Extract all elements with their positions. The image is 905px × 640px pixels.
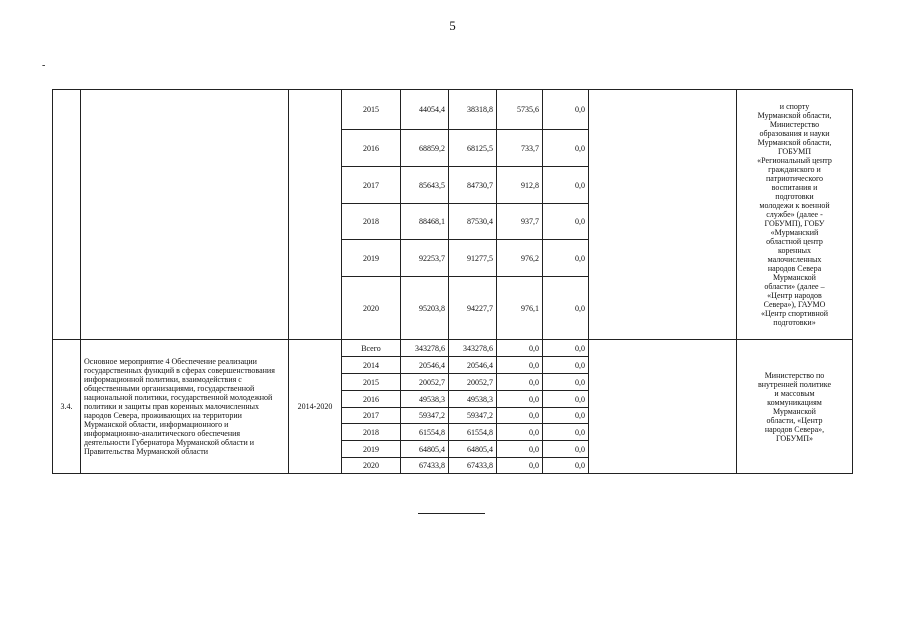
cell-budget-federal: 0,0	[497, 424, 543, 441]
executor-line: областной центр	[766, 237, 823, 246]
cell-item-number: 3.4.	[53, 340, 81, 474]
cell-budget-federal: 0,0	[497, 458, 543, 474]
executor-line: и спорту	[779, 102, 810, 111]
cell-budget-regional: 68125,5	[449, 130, 497, 167]
cell-budget-other: 0,0	[543, 391, 589, 408]
cell-total: 44054,4	[401, 90, 449, 130]
cell-budget-federal: 0,0	[497, 408, 543, 424]
cell-total: 20546,4	[401, 357, 449, 374]
executor-line: Севера»), ГАУМО	[763, 300, 826, 309]
executor-line: Мурманской	[773, 273, 816, 282]
cell-total: 343278,6	[401, 340, 449, 357]
cell-budget-other: 0,0	[543, 167, 589, 204]
cell-budget-other: 0,0	[543, 441, 589, 458]
cell-number-empty	[53, 90, 81, 340]
cell-budget-other: 0,0	[543, 240, 589, 277]
cell-year: 2019	[342, 441, 401, 458]
cell-budget-federal: 976,2	[497, 240, 543, 277]
executor-line: подготовки	[775, 192, 814, 201]
cell-total: 92253,7	[401, 240, 449, 277]
cell-budget-federal: 733,7	[497, 130, 543, 167]
cell-period-empty	[289, 90, 342, 340]
cell-budget-regional: 38318,8	[449, 90, 497, 130]
cell-total: 67433,8	[401, 458, 449, 474]
executor-line: подготовки»	[773, 318, 816, 327]
table-row	[53, 90, 853, 130]
executor-line: Мурманской области,	[757, 111, 832, 120]
executor-line: коммуникациям	[767, 397, 822, 407]
page-number: 5	[449, 18, 456, 33]
cell-budget-regional: 49538,3	[449, 391, 497, 408]
cell-year: 2017	[342, 408, 401, 424]
executor-line: Мурманской области,	[757, 138, 832, 147]
executor-line: службе» (далее -	[766, 210, 823, 219]
cell-budget-regional: 87530,4	[449, 204, 497, 240]
executor-line: Министерство по	[764, 370, 825, 380]
cell-executors	[737, 90, 853, 340]
cell-budget-regional: 91277,5	[449, 240, 497, 277]
cell-year: 2014	[342, 357, 401, 374]
executor-line: области» (далее –	[764, 282, 825, 291]
cell-budget-regional: 64805,4	[449, 441, 497, 458]
cell-budget-federal: 937,7	[497, 204, 543, 240]
cell-year: 2018	[342, 204, 401, 240]
executor-line: ГОБУМП	[777, 147, 812, 156]
cell-total: 85643,5	[401, 167, 449, 204]
cell-year: 2015	[342, 374, 401, 391]
executor-line: образования и науки	[759, 129, 830, 138]
executor-line: ГОБУМП»	[775, 433, 814, 443]
cell-year: 2019	[342, 240, 401, 277]
cell-budget-other: 0,0	[543, 374, 589, 391]
cell-total: 64805,4	[401, 441, 449, 458]
executor-line: «Мурманский	[770, 228, 819, 237]
cell-indicator-empty	[589, 90, 737, 340]
cell-year: 2016	[342, 391, 401, 408]
cell-budget-regional: 20052,7	[449, 374, 497, 391]
executor-line: малочисленных	[767, 255, 822, 264]
program-table	[52, 89, 853, 474]
executor-line: Мурманской	[773, 406, 816, 416]
cell-year: 2018	[342, 424, 401, 441]
cell-budget-regional: 20546,4	[449, 357, 497, 374]
cell-budget-regional: 59347,2	[449, 408, 497, 424]
cell-total: 59347,2	[401, 408, 449, 424]
executor-line: народов Севера	[767, 264, 822, 273]
cell-budget-other: 0,0	[543, 277, 589, 340]
executor-line: Министерство	[769, 120, 820, 129]
cell-year: 2015	[342, 90, 401, 130]
cell-total: 88468,1	[401, 204, 449, 240]
cell-budget-regional: 343278,6	[449, 340, 497, 357]
executor-line: «Центр спортивной	[760, 309, 829, 318]
cell-total: 68859,2	[401, 130, 449, 167]
cell-budget-regional: 94227,7	[449, 277, 497, 340]
executor-line: народов Севера»,	[764, 424, 825, 434]
cell-budget-regional: 61554,8	[449, 424, 497, 441]
cell-budget-other: 0,0	[543, 424, 589, 441]
cell-total: 61554,8	[401, 424, 449, 441]
cell-year: 2020	[342, 458, 401, 474]
cell-budget-federal: 5735,6	[497, 90, 543, 130]
cell-total: 49538,3	[401, 391, 449, 408]
executor-line: внутренней политике	[757, 379, 832, 389]
cell-item-description: Основное мероприятие 4 Обеспечение реализации государственных функций в сферах совершенствования информационной политики, взаимодействия с общественными организациями, государственной национальной политики, государственной молодежной политики и защиты прав коренных малочисленных народов Севера, проживающих на территории Мурманской области, информационного и информационно-аналитического обеспечения деятельности Губернатора Мурманской области и Правительства Мурманской области	[81, 340, 289, 474]
executor-line: «Центр народов	[767, 291, 822, 300]
executor-line: коренных	[778, 246, 811, 255]
cell-budget-federal: 0,0	[497, 374, 543, 391]
cell-year: 2016	[342, 130, 401, 167]
cell-budget-other: 0,0	[543, 340, 589, 357]
stray-mark: -	[42, 60, 46, 71]
cell-budget-other: 0,0	[543, 130, 589, 167]
executor-line: и массовым	[774, 388, 815, 398]
cell-budget-other: 0,0	[543, 357, 589, 374]
executor-line: молодежи к военной	[759, 201, 830, 210]
executor-line: «Региональный центр	[757, 156, 832, 165]
cell-budget-federal: 976,1	[497, 277, 543, 340]
cell-budget-other: 0,0	[543, 458, 589, 474]
cell-description-empty	[81, 90, 289, 340]
cell-budget-federal: 912,8	[497, 167, 543, 204]
cell-budget-other: 0,0	[543, 408, 589, 424]
cell-budget-federal: 0,0	[497, 441, 543, 458]
executor-line: гражданского и	[768, 165, 821, 174]
cell-total: 20052,7	[401, 374, 449, 391]
cell-item-period: 2014-2020	[289, 340, 342, 474]
cell-budget-regional: 67433,8	[449, 458, 497, 474]
executor-line: области, «Центр	[766, 415, 823, 425]
cell-budget-other: 0,0	[543, 90, 589, 130]
cell-budget-regional: 84730,7	[449, 167, 497, 204]
cell-year: 2017	[342, 167, 401, 204]
end-divider	[418, 513, 485, 514]
cell-year: 2020	[342, 277, 401, 340]
cell-budget-federal: 0,0	[497, 391, 543, 408]
executor-line: патриотического	[765, 174, 824, 183]
cell-budget-other: 0,0	[543, 204, 589, 240]
cell-budget-federal: 0,0	[497, 340, 543, 357]
executor-line: ГОБУМП), ГОБУ	[764, 219, 825, 228]
cell-budget-federal: 0,0	[497, 357, 543, 374]
cell-indicator-empty	[589, 340, 737, 474]
cell-executors	[737, 340, 853, 474]
cell-total: 95203,8	[401, 277, 449, 340]
table-row	[53, 340, 853, 357]
cell-year: Всего	[342, 340, 401, 357]
executor-line: воспитания и	[771, 183, 818, 192]
